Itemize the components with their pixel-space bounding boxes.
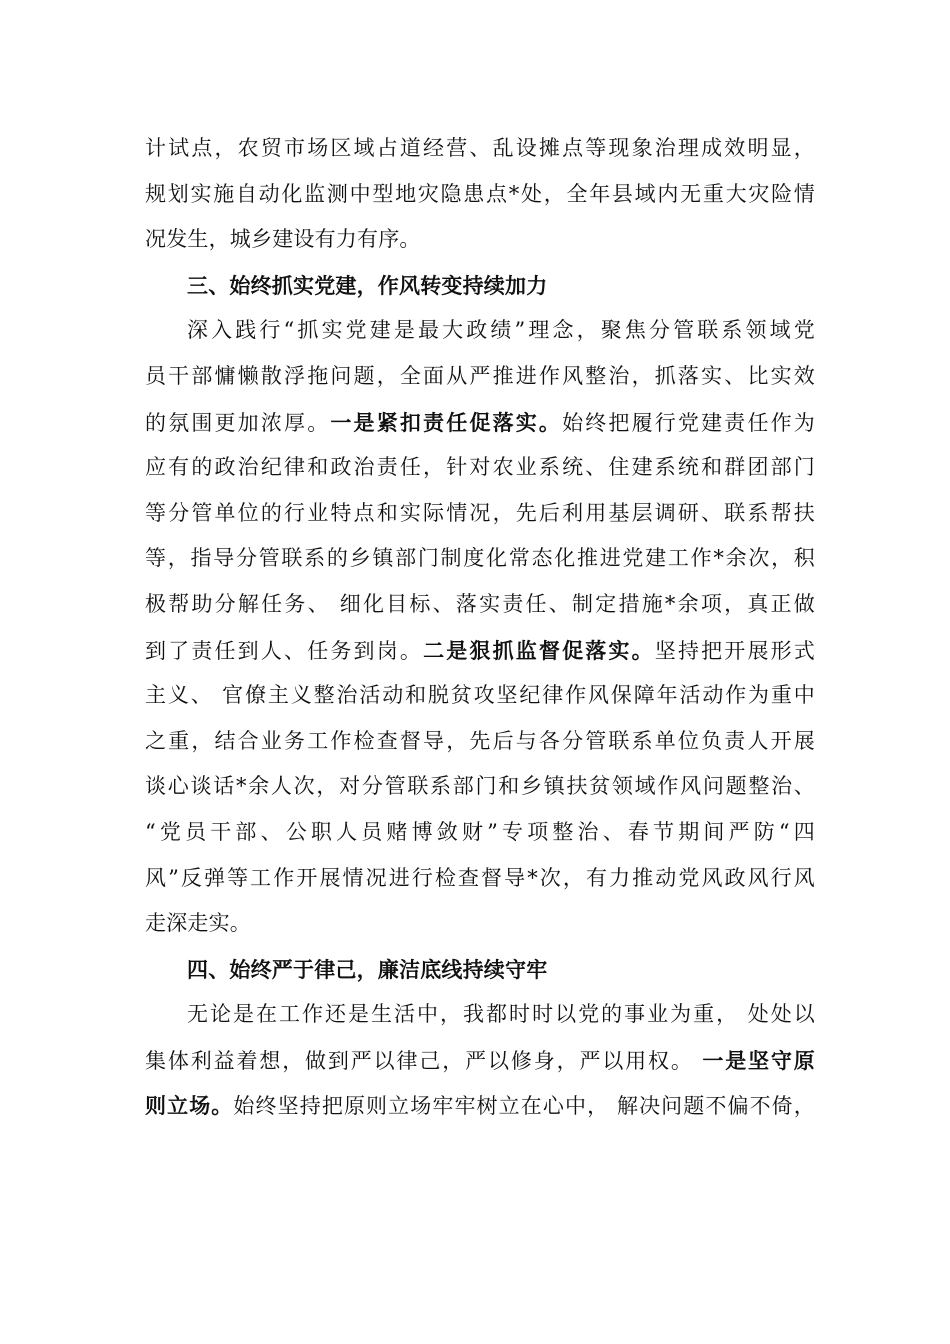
text-line: 走深走实。 (145, 911, 251, 936)
text-run: 坚持把开展形式 (654, 638, 816, 663)
text-line: 主义、 官僚主义整治活动和脱贫攻坚纪律作风保障年活动作为重中 (145, 683, 815, 708)
text-line: 规划实施自动化监测中型地灾隐患点*处，全年县域内无重大灾险情 (145, 181, 815, 206)
text-line: 况发生，城乡建设有力有序。 (145, 227, 421, 252)
text-run: 到了责任到人、任务到岗。 (145, 638, 424, 663)
text-run: 始终把履行党建责任作为 (562, 410, 816, 435)
text-run: 集体利益着想，做到严以律己，严以修身，严以用权。 (145, 1048, 703, 1073)
text-line (145, 400, 815, 446)
section-heading-4: 四、始终严于律己，廉洁底线持续守牢 (187, 956, 548, 982)
text-line: 谈心谈话*余人次，对分管联系部门和乡镇扶贫领域作风问题整治、 (145, 774, 815, 799)
text-line: 等，指导分管联系的乡镇部门制度化常态化推进党建工作*余次，积 (145, 546, 815, 571)
text-line: 风”反弹等工作开展情况进行检查督导*次，有力推动党风政风行风 (145, 865, 815, 890)
bold-lead-phrase: 一是坚守原 (702, 1047, 815, 1073)
text-line (145, 628, 815, 674)
bold-lead-phrase: 一是紧扣责任促落实。 (330, 409, 563, 435)
text-line (145, 1038, 815, 1084)
text-line: 应有的政治纪律和政治责任，针对农业系统、住建系统和群团部门 (145, 455, 815, 480)
section-heading-3: 三、始终抓实党建，作风转变持续加力 (187, 272, 548, 298)
bold-lead-phrase: 则立场。 (145, 1093, 234, 1119)
text-line: 等分管单位的行业特点和实际情况，先后利用基层调研、联系帮扶 (145, 500, 815, 525)
document-body (145, 126, 815, 1129)
text-run: 始终坚持把原则立场牢牢树立在心中， 解决问题不偏不倚， (233, 1094, 815, 1119)
text-line: 深入践行“抓实党建是最大政绩”理念，聚焦分管联系领域党 (187, 318, 815, 343)
text-line: 极帮助分解任务、 细化目标、落实责任、制定措施*余项，真正做 (145, 591, 815, 616)
text-run: 的氛围更加浓厚。 (145, 410, 331, 435)
text-line: 之重，结合业务工作检查督导，先后与各分管联系单位负责人开展 (145, 728, 815, 753)
text-line: “党员干部、公职人员赌博敛财”专项整治、春节期间严防“四 (145, 819, 815, 844)
text-line: 无论是在工作还是生活中，我都时时以党的事业为重， 处处以 (187, 1002, 815, 1027)
text-line: 计试点，农贸市场区域占道经营、乱设摊点等现象治理成效明显， (145, 136, 815, 160)
text-line (145, 1083, 815, 1129)
bold-lead-phrase: 二是狠抓监督促落实。 (423, 637, 655, 663)
text-line: 员干部慵懒散浮拖问题，全面从严推进作风整治，抓落实、比实效 (145, 363, 815, 388)
